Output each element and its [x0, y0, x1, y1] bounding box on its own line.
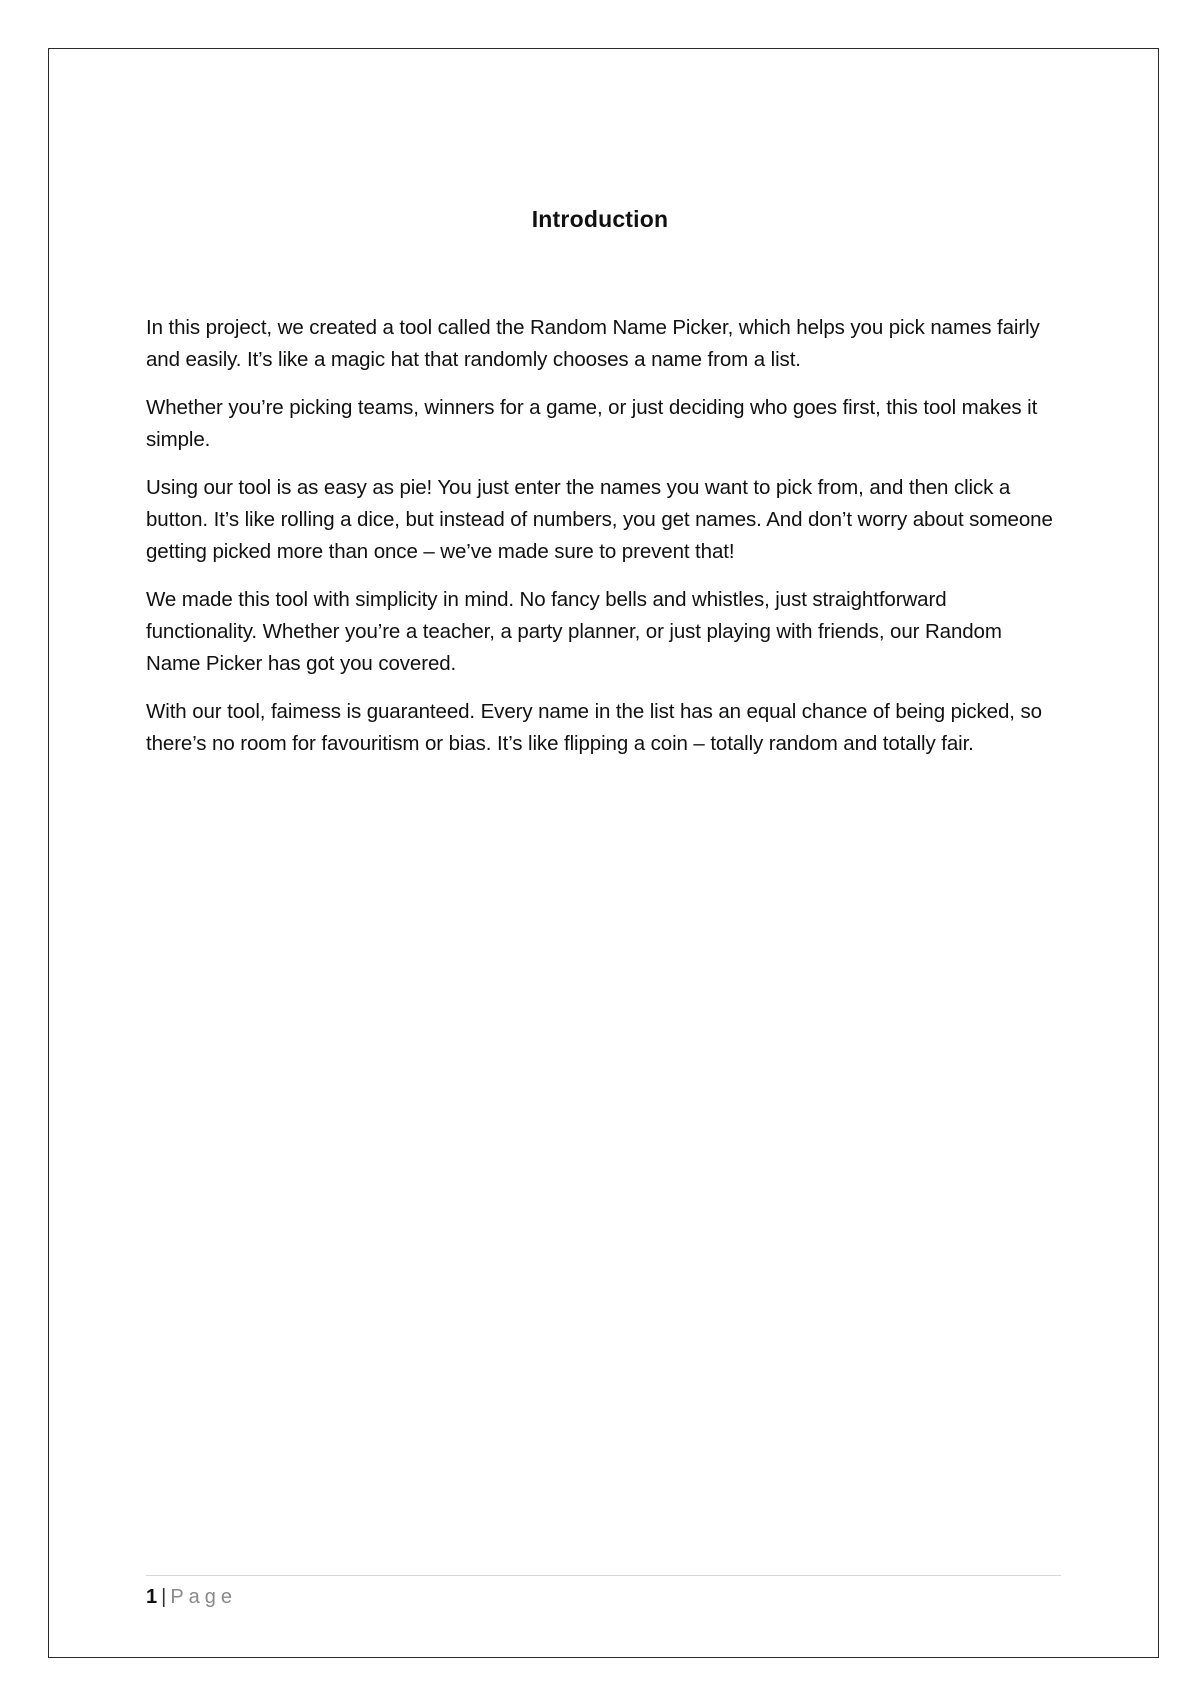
page-label: Page	[170, 1586, 238, 1608]
paragraph-2: Whether you’re picking teams, winners for a game, or just deciding who goes first, this tool makes it simple.	[146, 396, 1038, 451]
page-footer	[146, 1583, 237, 1611]
footer-separator: |	[161, 1586, 167, 1608]
paragraph-3: Using our tool is as easy as pie! You just enter the names you want to pick from, and then click a button. It’s like rolling a dice, but instead of numbers, you get names. And don’t worry about someone getting picked more than once – we’ve made sure to prevent that!	[146, 476, 1053, 563]
paragraph-1: In this project, we created a tool called the Random Name Picker, which helps you pick names fairly and easily. It’s like a magic hat that randomly chooses a name from a list.	[146, 316, 1040, 371]
page-number: 1	[146, 1586, 158, 1608]
footer-divider	[146, 1575, 1061, 1576]
page-content	[146, 196, 1054, 776]
paragraph-5: With our tool, faimess is guaranteed. Every name in the list has an equal chance of being picked, so there’s no room for favouritism or bias. It’s like flipping a coin – totally random and totally fair.	[146, 700, 1042, 755]
page-title: Introduction	[531, 206, 669, 232]
paragraph-4: We made this tool with simplicity in mind. No fancy bells and whistles, just straightforward functionality. Whether you’re a teacher, a party planner, or just playing with friends, our Random Name Picker has got you covered.	[146, 588, 1002, 675]
